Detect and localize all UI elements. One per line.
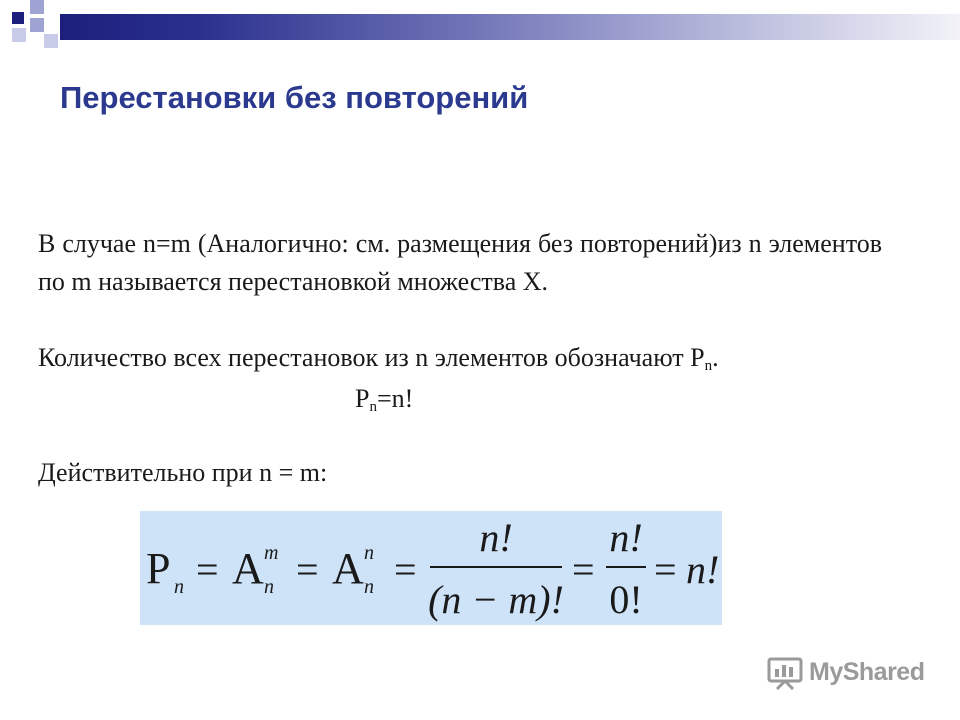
- formula-eq-3: =: [394, 547, 417, 592]
- factorial-equation: [355, 380, 413, 426]
- formula-p: P: [146, 544, 171, 593]
- watermark-text: MyShared: [809, 658, 925, 686]
- formula-eq-2: =: [296, 547, 319, 592]
- header-decoration: [0, 0, 960, 50]
- formula-eq-1: =: [196, 547, 219, 592]
- equation-p: P: [355, 384, 370, 413]
- myshared-watermark: [767, 656, 927, 692]
- presentation-icon: [767, 656, 803, 690]
- proof-paragraph: Действительно при n = m:: [38, 458, 328, 487]
- decor-square: [12, 12, 24, 24]
- header-gradient-bar: [60, 14, 960, 40]
- fraction1-denominator: (n − m)!: [428, 577, 564, 622]
- equation-rest: =n!: [376, 384, 414, 413]
- formula-a1-sup: m: [264, 542, 279, 564]
- slide-title: Перестановки без повторений: [60, 80, 529, 115]
- formula-p-sub: n: [174, 576, 184, 598]
- formula-eq-5: =: [654, 547, 677, 592]
- formula-result: n!: [686, 547, 720, 592]
- decor-square: [30, 18, 44, 32]
- formula-a2: A: [332, 544, 364, 593]
- fraction2-denominator: 0!: [609, 577, 643, 622]
- decor-square: [44, 34, 58, 48]
- count-paragraph: [38, 339, 882, 385]
- formula-eq-4: =: [572, 547, 595, 592]
- count-text: Количество всех перестановок из n элементов обозначают P: [38, 343, 705, 372]
- fraction1-numerator: n!: [479, 515, 513, 560]
- decor-square: [30, 0, 44, 14]
- formula-a1-sub: n: [264, 576, 274, 598]
- definition-paragraph: В случае n=m (Аналогично: см. размещения без повторений)из n элементов по m называется перестановкой множества X.: [38, 229, 882, 296]
- count-subscript: n: [704, 358, 713, 374]
- equation-subscript: n: [369, 399, 377, 415]
- formula-svg: [140, 511, 722, 625]
- count-period: .: [712, 343, 719, 372]
- formula-a1: A: [232, 544, 264, 593]
- formula-a2-sup: n: [364, 542, 374, 564]
- formula-box: [140, 511, 722, 625]
- formula-a2-sub: n: [364, 576, 374, 598]
- fraction2-numerator: n!: [609, 515, 643, 560]
- decor-square: [12, 28, 26, 42]
